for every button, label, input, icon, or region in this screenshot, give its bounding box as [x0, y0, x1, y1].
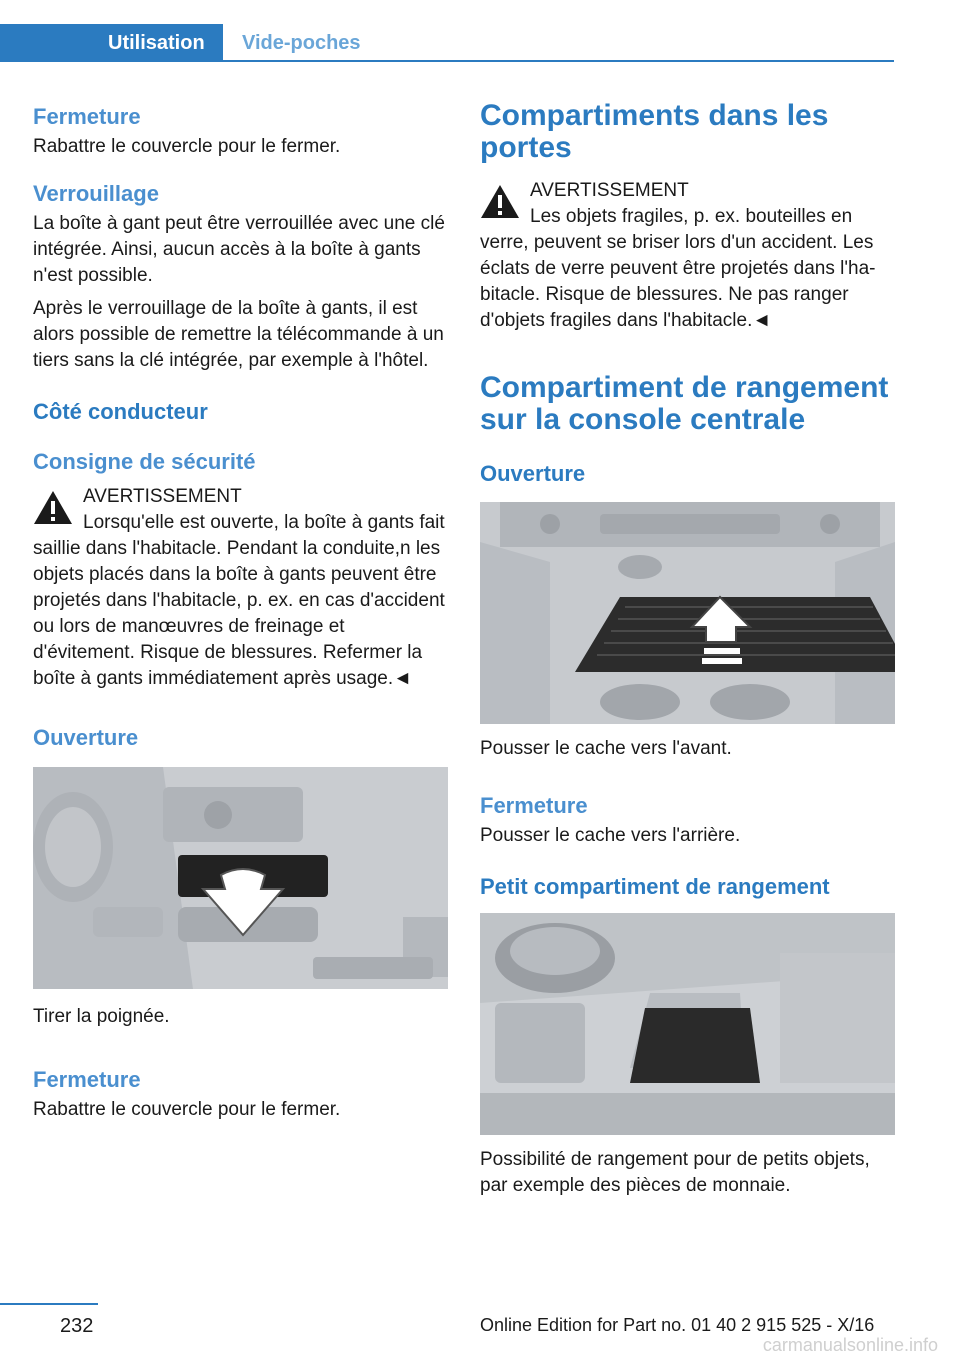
heading-compartiments-portes: Compartiments dans les portes	[480, 99, 829, 164]
text-fermeture: Rabattre le couvercle pour le fermer.	[33, 136, 341, 157]
text-verrouillage-1: La boîte à gant peut être verrouillée avec une clé intégrée. Ainsi, aucun accès à la boîte à gants n'est possible.	[33, 213, 445, 286]
page-number: 232	[60, 1315, 94, 1337]
header-rule	[0, 60, 894, 62]
text-verrouillage-2: Après le verrouillage de la boîte à gants, il est alors possible de remettre la télécommande à un tiers sans la clé intégrée, par exemple à l'hôtel.	[33, 298, 444, 371]
heading-petit-compartiment: Petit compartiment de rangement	[480, 874, 830, 899]
text-fermeture-console: Pousser le cache vers l'arrière.	[480, 825, 741, 846]
heading-fermeture: Fermeture	[33, 104, 141, 129]
heading-fermeture-2: Fermeture	[33, 1067, 141, 1092]
heading-ouverture-console: Ouverture	[480, 461, 586, 486]
heading-verrouillage: Verrouillage	[33, 181, 159, 206]
left-column	[33, 100, 448, 1123]
edition-note: Online Edition for Part no. 01 40 2 915 525 - X/16	[480, 1315, 875, 1335]
warning-block-doors	[480, 178, 895, 334]
header-tabbar	[0, 24, 894, 62]
caption-ouverture-console: Pousser le cache vers l'avant.	[480, 738, 732, 759]
footer-rule	[0, 1303, 98, 1305]
warning-triangle-icon	[480, 184, 520, 219]
warning-triangle-icon	[33, 490, 73, 525]
glovebox-illustration	[33, 767, 448, 989]
heading-consigne: Consigne de sécurité	[33, 449, 256, 474]
warning-block-glovebox	[33, 484, 448, 692]
warning-body: Les objets fragiles, p. ex. bouteilles en verre, peuvent se briser lors d'un accident. Les éclats de verre peuvent être projetés dans l'habitacle. Risque de blessures. Ne pas ranger d'objets fragiles dans l'habitacle.◄	[480, 206, 876, 331]
warning-title: AVERTISSEMENT	[530, 180, 689, 201]
right-column	[480, 100, 895, 1199]
small-compartment-illustration	[480, 913, 895, 1135]
tab-utilisation[interactable]: Utilisation	[0, 24, 223, 62]
text-fermeture-2: Rabattre le couvercle pour le fermer.	[33, 1099, 341, 1120]
console-cover-illustration	[480, 502, 895, 724]
heading-compartiment-console: Compartiment de rangement sur la console centrale	[480, 371, 889, 436]
heading-ouverture: Ouverture	[33, 725, 139, 750]
warning-title: AVERTISSEMENT	[83, 486, 242, 507]
watermark: carmanualsonline.info	[762, 1335, 938, 1355]
heading-fermeture-console: Fermeture	[480, 793, 588, 818]
caption-petit-compartiment: Possibilité de rangement pour de petits objets, par exemple des pièces de monnaie.	[480, 1149, 870, 1196]
warning-body: Lorsqu'elle est ouverte, la boîte à gants fait saillie dans l'habitacle. Pendant la conduite,n les objets placés dans la boîte à gants peuvent être projetés dans l'habitacle, p. ex. en cas d'accident ou lors de manœuvres de freinage et d'évitement. Risque de blessures. Refermer la boîte à gants immédiatement après usage.◄	[33, 512, 445, 689]
caption-ouverture: Tirer la poignée.	[33, 1006, 170, 1027]
heading-cote-conducteur: Côté conducteur	[33, 399, 208, 424]
tab-vide-poches[interactable]: Vide-poches	[242, 32, 361, 54]
